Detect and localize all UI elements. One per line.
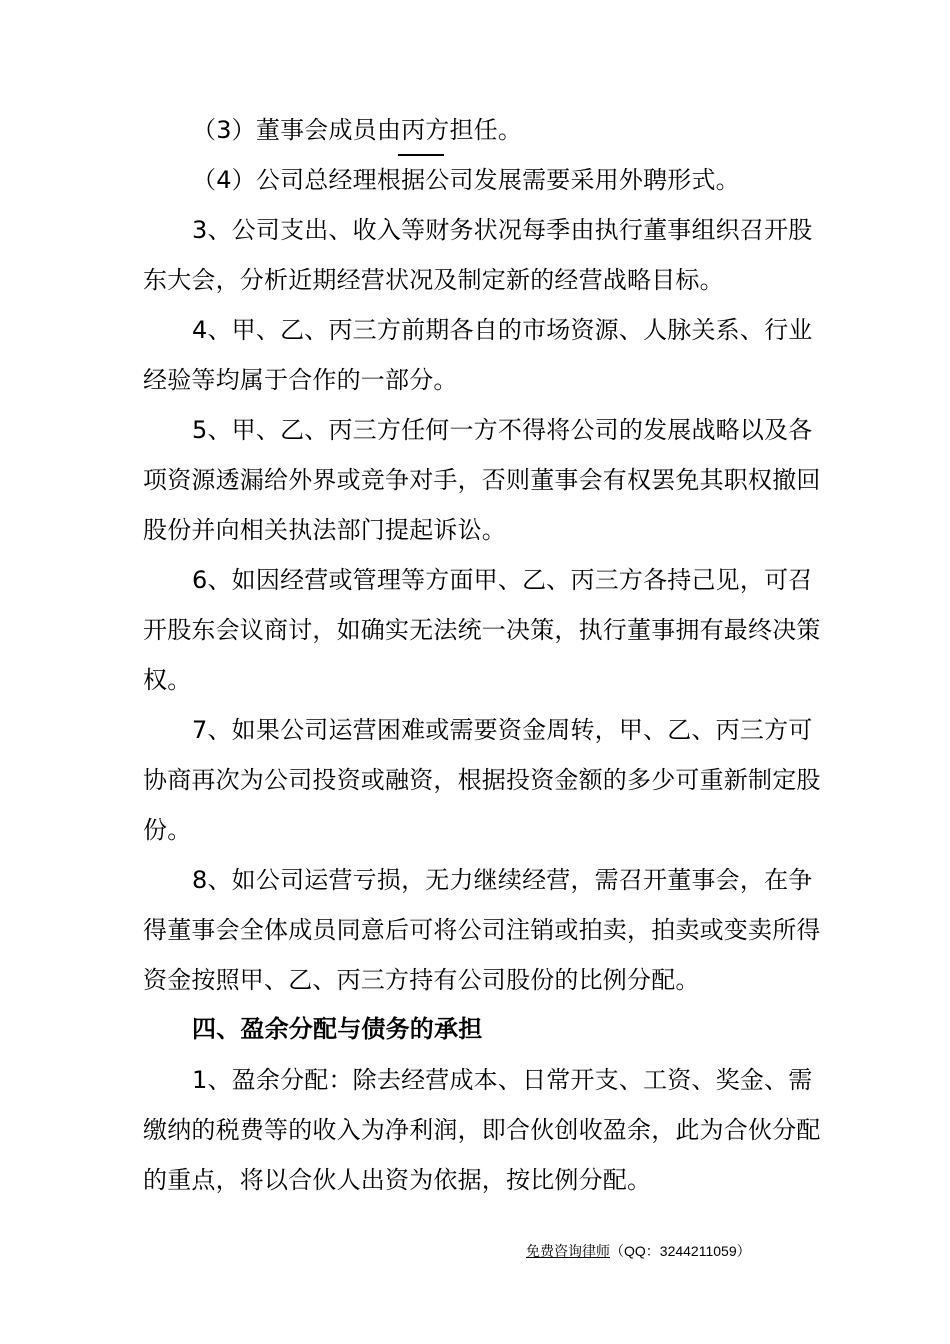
paragraph-line: 6、如因经营或管理等方面甲、乙、丙三方各持己见，可召 — [192, 566, 813, 594]
paragraph-line: 开股东会议商讨，如确实无法统一决策，执行董事拥有最终决策 — [143, 616, 821, 644]
underline-mark — [398, 154, 444, 156]
page-footer — [526, 1242, 751, 1260]
paragraph-line: 资金按照甲、乙、丙三方持有公司股份的比例分配。 — [143, 966, 700, 994]
paragraph-line: 8、如公司运营亏损，无力继续经营，需召开董事会，在争 — [192, 866, 813, 894]
consult-lawyer-link[interactable]: 免费咨询律师 — [526, 1243, 610, 1259]
paragraph-line: 1、盈余分配：除去经营成本、日常开支、工资、奖金、需 — [192, 1066, 813, 1094]
paragraph-line: 经验等均属于合作的一部分。 — [143, 366, 458, 394]
paragraph-line: 股份并向相关执法部门提起诉讼。 — [143, 516, 506, 544]
paragraph-line: 得董事会全体成员同意后可将公司注销或拍卖，拍卖或变卖所得 — [143, 916, 821, 944]
paragraph-line: 项资源透漏给外界或竞争对手，否则董事会有权罢免其职权撤回 — [143, 466, 821, 494]
paragraph-line: （4）公司总经理根据公司发展需要采用外聘形式。 — [192, 166, 740, 194]
footer-contact: （QQ：3244211059） — [610, 1243, 751, 1259]
paragraph-line: 东大会，分析近期经营状况及制定新的经营战略目标。 — [143, 266, 724, 294]
paragraph-line: 权。 — [143, 666, 192, 694]
paragraph-line: 5、甲、乙、丙三方任何一方不得将公司的发展战略以及各 — [192, 416, 813, 444]
paragraph-line: 的重点，将以合伙人出资为依据，按比例分配。 — [143, 1166, 652, 1194]
paragraph-line: 协商再次为公司投资或融资，根据投资金额的多少可重新制定股 — [143, 766, 821, 794]
section-heading: 四、盈余分配与债务的承担 — [192, 1015, 483, 1043]
paragraph-line: 7、如果公司运营困难或需要资金周转，甲、乙、丙三方可 — [192, 716, 813, 744]
paragraph-line: 3、公司支出、收入等财务状况每季由执行董事组织召开股 — [192, 216, 813, 244]
paragraph-line: （3）董事会成员由丙方担任。 — [192, 116, 523, 144]
paragraph-line: 4、甲、乙、丙三方前期各自的市场资源、人脉关系、行业 — [192, 316, 813, 344]
paragraph-line: 份。 — [143, 816, 192, 844]
paragraph-line: 缴纳的税费等的收入为净利润，即合伙创收盈余，此为合伙分配 — [143, 1116, 821, 1144]
